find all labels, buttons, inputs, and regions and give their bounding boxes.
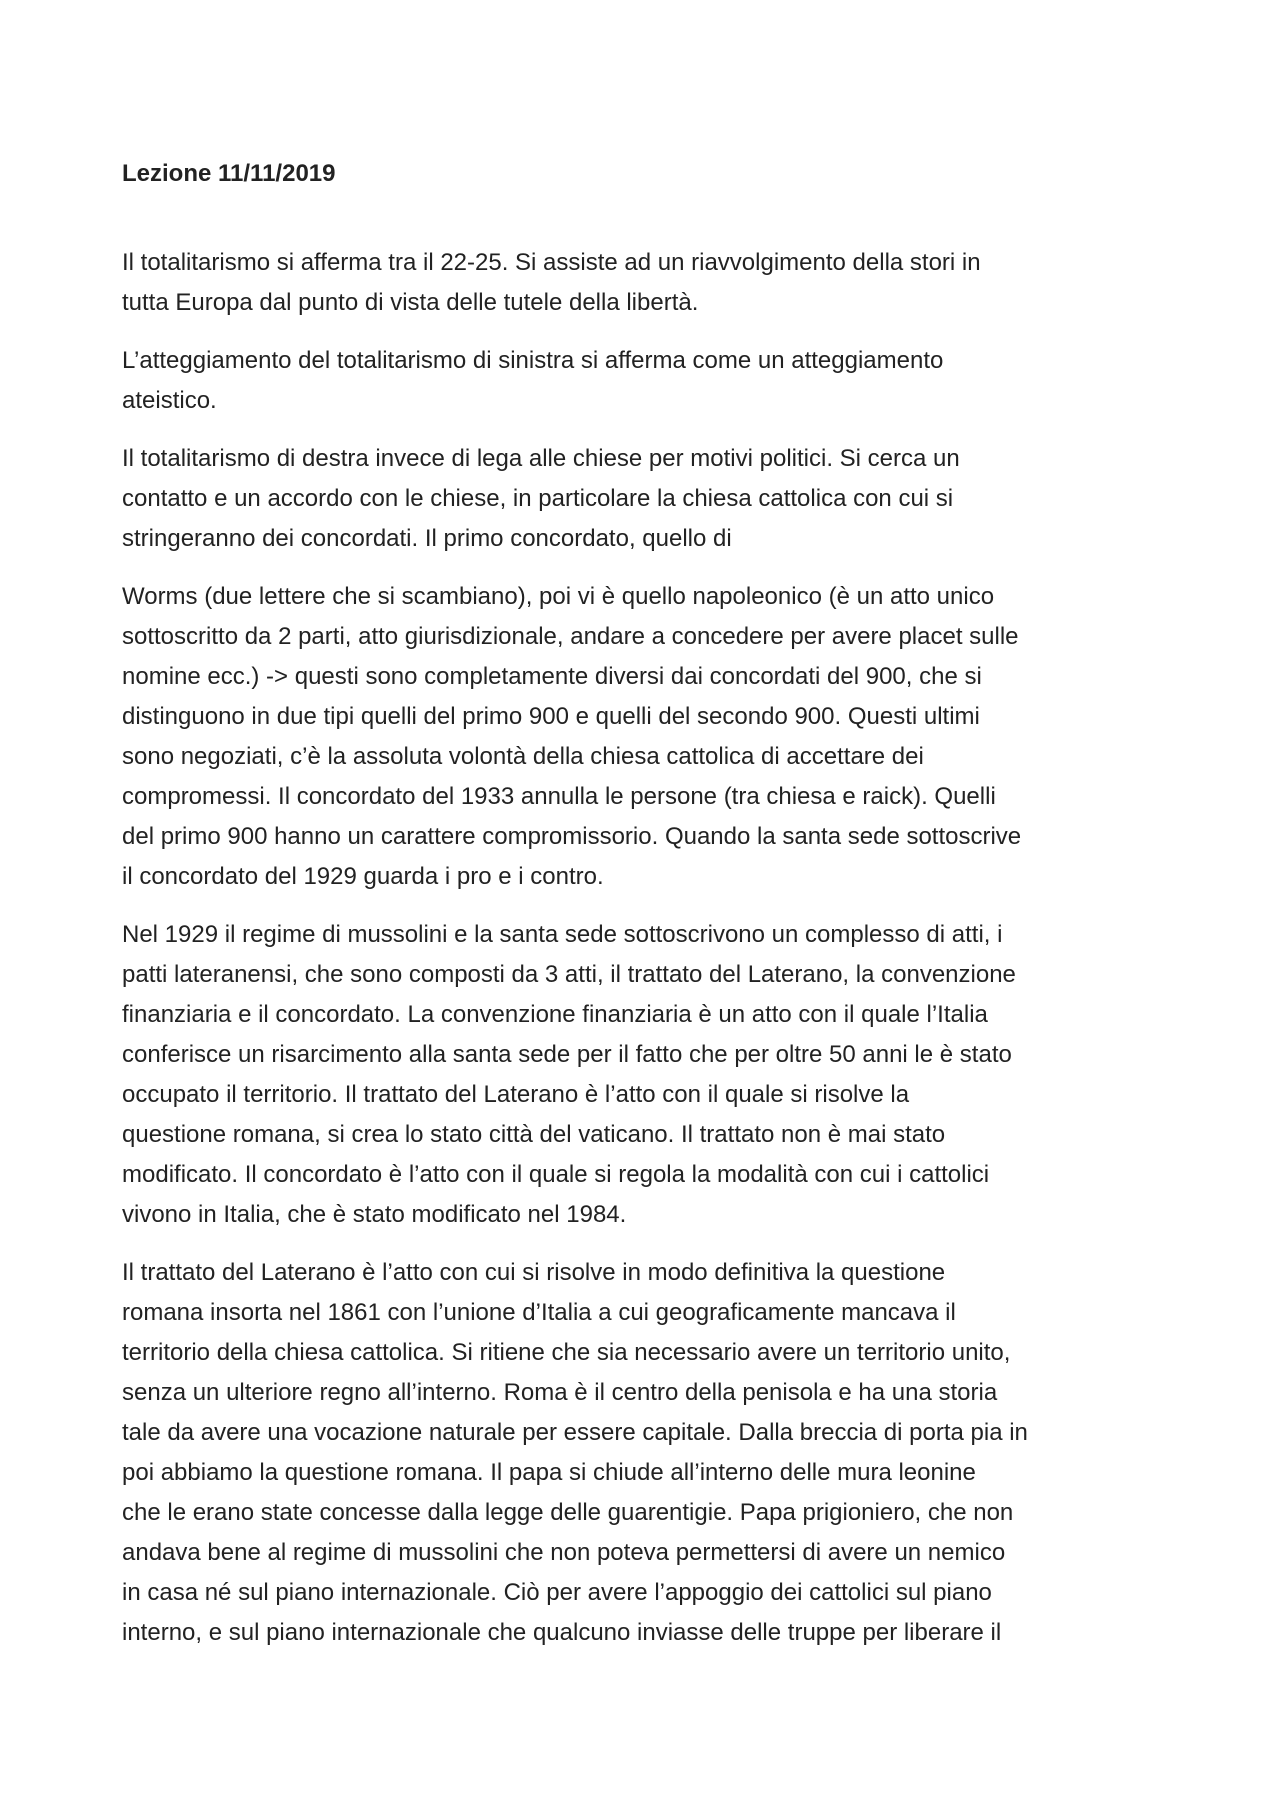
text-line: territorio della chiesa cattolica. Si ritiene che sia necessario avere un territorio unito, (122, 1339, 1011, 1366)
text-line: stringeranno dei concordati. Il primo concordato, quello di (122, 525, 732, 552)
text-line: Nel 1929 il regime di mussolini e la santa sede sottoscrivono un complesso di atti, i (122, 921, 1003, 948)
text-line: occupato il territorio. Il trattato del Laterano è l’atto con il quale si risolve la (122, 1081, 910, 1108)
text-line: patti lateranensi, che sono composti da 3 atti, il trattato del Laterano, la convenzione (122, 961, 1016, 988)
text-line: che le erano state concesse dalla legge delle guarentigie. Papa prigioniero, che non (122, 1499, 1014, 1526)
text-line: contatto e un accordo con le chiese, in particolare la chiesa cattolica con cui si (122, 485, 954, 512)
text-line: finanziaria e il concordato. La convenzione finanziaria è un atto con il quale l’Italia (122, 1001, 988, 1028)
text-line: Il trattato del Laterano è l’atto con cui si risolve in modo definitiva la questione (122, 1259, 946, 1286)
text-line: questione romana, si crea lo stato città del vaticano. Il trattato non è mai stato (122, 1121, 946, 1148)
text-line: sono negoziati, c’è la assoluta volontà della chiesa cattolica di accettare dei (122, 743, 924, 770)
text-line: senza un ulteriore regno all’interno. Roma è il centro della penisola e ha una storia (122, 1379, 998, 1406)
text-line: interno, e sul piano internazionale che qualcuno inviasse delle truppe per liberare il (122, 1619, 1002, 1646)
text-line: tutta Europa dal punto di vista delle tutele della libertà. (122, 289, 699, 316)
text-line: romana insorta nel 1861 con l’unione d’Italia a cui geograficamente mancava il (122, 1299, 956, 1326)
lesson-title: Lezione 11/11/2019 (122, 160, 336, 187)
text-line: ateistico. (122, 387, 217, 414)
text-line: L’atteggiamento del totalitarismo di sinistra si afferma come un atteggiamento (122, 347, 944, 374)
paragraph-1 (122, 243, 1168, 323)
text-line: vivono in Italia, che è stato modificato nel 1984. (122, 1201, 627, 1228)
text-line: Worms (due lettere che si scambiano), poi vi è quello napoleonico (è un atto unico (122, 583, 995, 610)
paragraph-6 (122, 1253, 1168, 1653)
paragraph-5 (122, 915, 1168, 1235)
text-line: nomine ecc.) -> questi sono completamente diversi dai concordati del 900, che si (122, 663, 982, 690)
text-line: Il totalitarismo di destra invece di lega alle chiese per motivi politici. Si cerca un (122, 445, 960, 472)
paragraph-3 (122, 439, 1168, 559)
text-line: sottoscritto da 2 parti, atto giurisdizionale, andare a concedere per avere placet sulle (122, 623, 1019, 650)
text-line: conferisce un risarcimento alla santa sede per il fatto che per oltre 50 anni le è stato (122, 1041, 1012, 1068)
text-line: Il totalitarismo si afferma tra il 22-25. Si assiste ad un riavvolgimento della stori in (122, 249, 981, 276)
text-line: del primo 900 hanno un carattere compromissorio. Quando la santa sede sottoscrive (122, 823, 1022, 850)
text-line: compromessi. Il concordato del 1933 annulla le persone (tra chiesa e raick). Quelli (122, 783, 996, 810)
text-line: modificato. Il concordato è l’atto con il quale si regola la modalità con cui i cattolici (122, 1161, 990, 1188)
paragraph-4 (122, 577, 1168, 897)
text-line: andava bene al regime di mussolini che non poteva permettersi di avere un nemico (122, 1539, 1006, 1566)
text-line: il concordato del 1929 guarda i pro e i contro. (122, 863, 604, 890)
paragraph-2 (122, 341, 1168, 421)
text-line: tale da avere una vocazione naturale per essere capitale. Dalla breccia di porta pia in (122, 1419, 1028, 1446)
text-line: in casa né sul piano internazionale. Ciò per avere l’appoggio dei cattolici sul piano (122, 1579, 992, 1606)
text-line: poi abbiamo la questione romana. Il papa si chiude all’interno delle mura leonine (122, 1459, 976, 1486)
text-line: distinguono in due tipi quelli del primo 900 e quelli del secondo 900. Questi ultimi (122, 703, 980, 730)
